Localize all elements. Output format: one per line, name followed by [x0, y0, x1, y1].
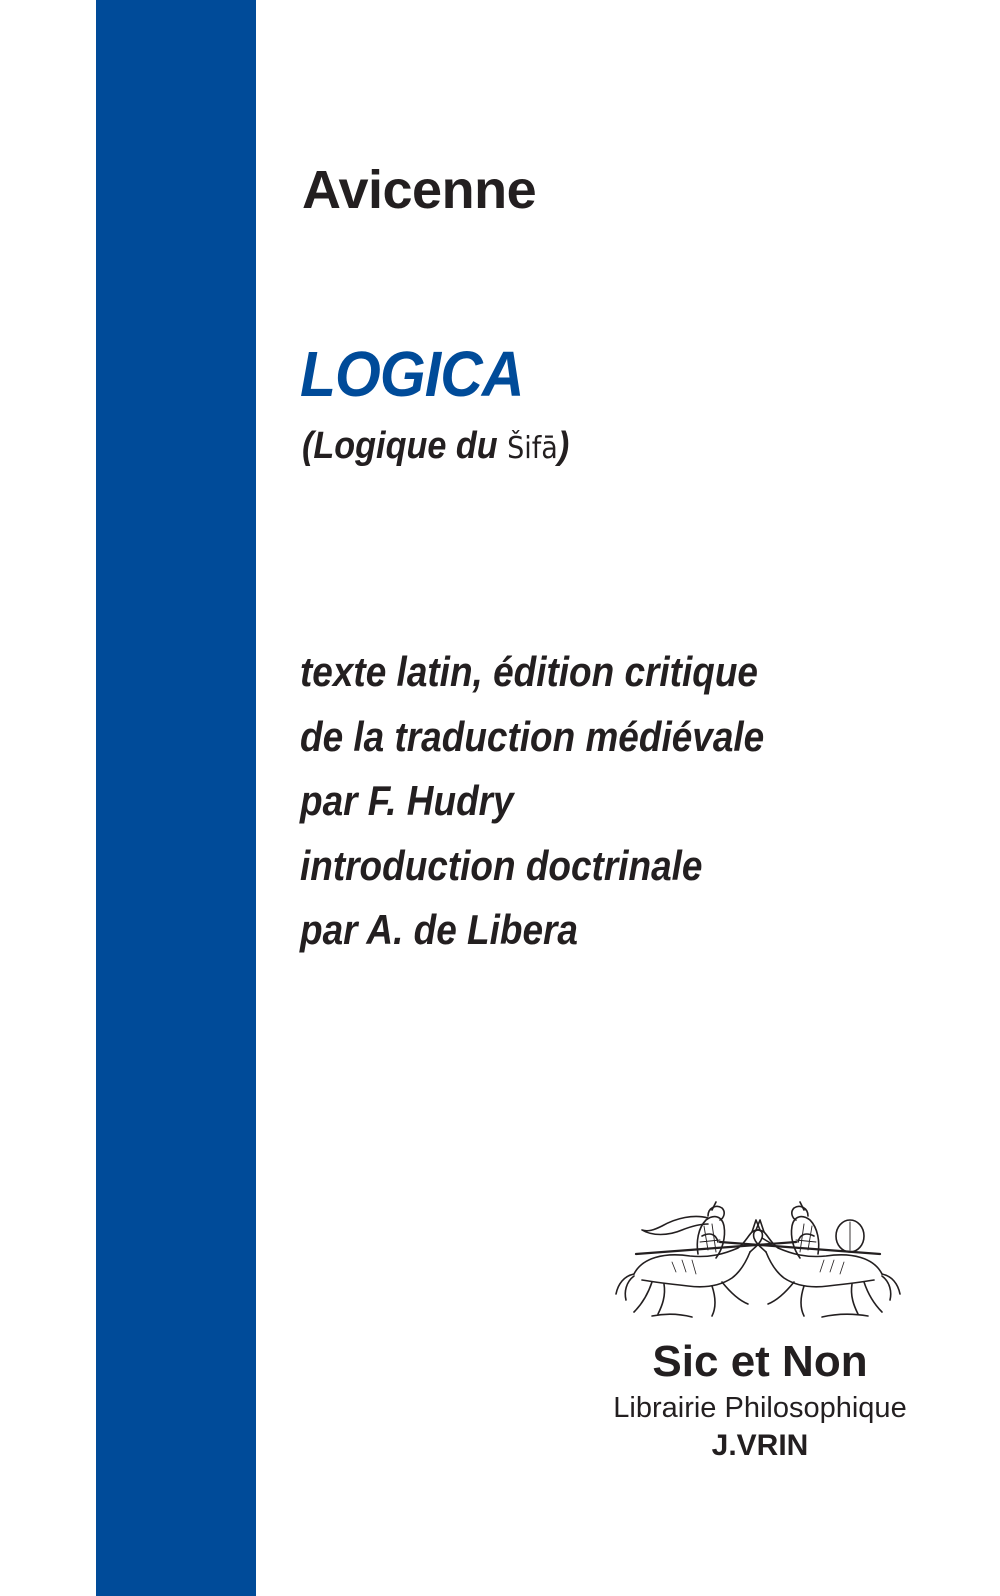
credit-line: par F. Hudry: [300, 777, 514, 824]
credit-line: par A. de Libera: [300, 906, 578, 953]
publisher-line: Librairie Philosophique: [613, 1392, 907, 1424]
publisher-name: J.VRIN: [711, 1429, 809, 1462]
credit-line: de la traduction médiévale: [300, 712, 765, 760]
cover-blue-band: [96, 0, 256, 1596]
credit-line: introduction doctrinale: [300, 841, 703, 889]
book-subtitle: [302, 423, 569, 472]
credit-line: texte latin, édition critique: [300, 648, 758, 695]
series-name: Sic et Non: [652, 1337, 868, 1386]
subtitle-close: ): [557, 425, 570, 467]
credits-block: [300, 640, 764, 963]
author-name: Avicenne: [302, 160, 537, 220]
subtitle-open: (Logique du: [302, 425, 508, 467]
knights-jousting-illustration: [612, 1196, 904, 1328]
book-title: LOGICA: [300, 338, 524, 410]
subtitle-work-name: Šifā: [507, 431, 558, 466]
